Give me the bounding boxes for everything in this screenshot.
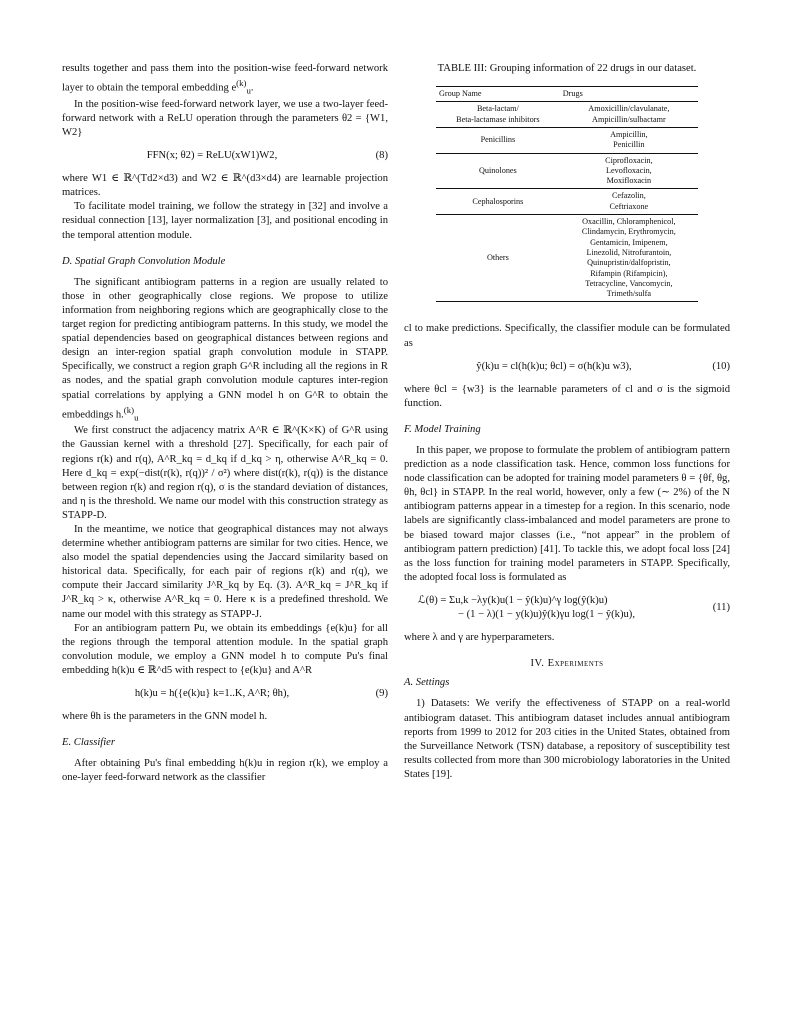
section-heading: D. Spatial Graph Convolution Module	[62, 255, 226, 267]
group-name-cell: Penicillins	[436, 127, 560, 153]
paragraph: We first construct the adjacency matrix A^R ∈ ℝ^(K×K) of G^R using the Gaussian kernel with a threshold [27]. Specifically, for each pair of regions r(k) and r(q), A^R_kq = d_kq if d_kq > η, otherwise A^R_kq = 0. Here d_kq = exp(−dist(r(k), r(q))² / σ²) where dist(r(k), r(q)) is the distance between region r(k) and region r(q), σ is the standard deviation of distances, and η is the threshold. We name our model with this construction strategy as STAPP-D.	[62, 425, 388, 521]
paragraph: In the meantime, we notice that geographical distances may not always determine whether antibiogram patterns are similar for two cities. Hence, we also model the spatial dependencies using the Jaccard similarity based on historical data. Specifically, for each pair of regions r(k) and r(q), we compute their Jaccard similarity J^R_kq by Eq. (3). A^R_kq = J^R_kq if J^R_kq > κ, otherwise A^R_kq = 0. Here κ is a predefined threshold. We name our model with this strategy as STAPP-J.	[62, 524, 388, 620]
equation-9: h(k)u = h({e(k)u} k=1..K, A^R; θh), (9)	[134, 688, 388, 700]
equation-8: FFN(x; θ2) = ReLU(xW1)W2, (8)	[146, 150, 388, 162]
drugs-cell: Ampicillin, Penicillin	[560, 127, 698, 153]
table-header: Group Name	[436, 87, 560, 102]
group-name-cell: Cephalosporins	[436, 189, 560, 215]
paragraph: In this paper, we propose to formulate the problem of antibiogram pattern prediction as a node classification task. Hence, common loss functions for node classification can be adopted for training model parameters θ = {θf, θg, θh, θcl} in STAPP. In the real world, however, only a few (∼ 2%) of the N antibiogram patterns appear in a timestep for a region. In this scenario, node labels are significantly class-imbalanced and model parameters are prone to be biased toward major classes (i.e., “not appear” in the problem of antibiogram pattern prediction) [41]. To tackle this, we adopt focal loss [24] as the loss function for training model parameters in STAPP. Specifically, the adopted focal loss is formulated as	[404, 445, 730, 583]
group-name-cell: Quinolones	[436, 153, 560, 189]
drugs-cell: Ciprofloxacin, Levofloxacin, Moxifloxacin	[560, 153, 698, 189]
table-row	[436, 153, 698, 189]
paragraph: where θcl = {w3} is the learnable parameters of cl and σ is the sigmoid function.	[404, 383, 730, 409]
paragraph: For an antibiogram pattern Pu, we obtain its embeddings {e(k)u} for all the regions through the temporal attention module. In the spatial graph convolution module, we employ a GNN model h to compute Pu's final embedding h(k)u ∈ ℝ^d5 with respect to {e(k)u} and A^R	[62, 622, 388, 676]
table-row	[436, 102, 698, 128]
group-name-cell: Beta-lactam/ Beta-lactamase inhibitors	[436, 102, 560, 128]
paragraph: The significant antibiogram patterns in a region are usually related to those in other geographically close regions. We propose to utilize information from neighboring regions which are geographically close to the target region for predicting antibiogram patterns. In this study, we model the spatial dependencies based on geographical distances between regions and design an inter-region spatial graph convolution module in STAPP. Specifically, we construct a region graph G^R including all the regions in R as nodes, and the spatial graph convolution module captures inter-region spatial correlations by applying a GNN model h on G^R to obtain the embeddings h.$^{(k)}_u$	[62, 276, 388, 423]
paragraph: results together and pass them into the position-wise feed-forward network layer to obtain the temporal embedding $e^{(k)}_u$.	[62, 63, 388, 96]
paragraph: cl to make predictions. Specifically, the classifier module can be formulated as	[404, 323, 730, 349]
equation-10: ŷ(k)u = cl(h(k)u; θcl) = σ(h(k)u w3), (10)	[476, 360, 730, 372]
paragraph: After obtaining Pu's final embedding h(k)u in region r(k), we employ a one-layer feed-forward network as the classifier	[62, 758, 388, 784]
paragraph: where λ and γ are hyperparameters.	[404, 632, 555, 644]
table-row	[436, 127, 698, 153]
drugs-cell: Amoxicillin/clavulanate, Ampicillin/sulbactamr	[560, 102, 698, 128]
section-heading: IV. Experiments	[530, 658, 604, 670]
table-row	[436, 189, 698, 215]
paragraph: In the position-wise feed-forward network layer, we use a two-layer feed-forward network with a ReLU operation through the parameters θ2 = {W1, W2}	[62, 98, 388, 139]
equation-11: ℒ(θ) = Σu,k −λy(k)u(1 − ŷ(k)u)^γ log(ŷ(k)u) − (1 − λ)(1 − y(k)u)ŷ(k)γu log(1 − ŷ(k)u), (11)	[418, 594, 730, 621]
subsection-heading: A. Settings	[404, 677, 450, 689]
table-row	[436, 215, 698, 302]
section-heading: E. Classifier	[62, 737, 115, 749]
paragraph: where W1 ∈ ℝ^(Td2×d3) and W2 ∈ ℝ^(d3×d4) are learnable projection matrices.	[62, 173, 388, 199]
drug-group-table	[436, 86, 698, 302]
table-header: Drugs	[560, 87, 698, 102]
group-name-cell: Others	[436, 215, 560, 302]
right-column	[404, 62, 730, 782]
paragraph: 1) Datasets: We verify the effectiveness of STAPP on a real-world antibiogram dataset. This antibiogram dataset includes annual antibiogram reports from 1999 to 2012 for 203 cities in the United States, obtained from the Surveillance Network (TSN) database, a repository of susceptibility test results collected from more than 300 microbiology laboratories in the United States [19].	[404, 698, 730, 780]
left-column	[62, 62, 388, 786]
drugs-cell: Cefazolin, Ceftriaxone	[560, 189, 698, 215]
paragraph: To facilitate model training, we follow the strategy in [32] and involve a residual connection [13], layer normalization [3], and positional encoding in the temporal attention module.	[62, 201, 388, 241]
section-heading: F. Model Training	[404, 423, 481, 435]
table-caption: TABLE III: Grouping information of 22 drugs in our dataset.	[437, 63, 697, 74]
paragraph: where θh is the parameters in the GNN model h.	[62, 711, 268, 723]
drugs-cell: Oxacillin, Chloramphenicol, Clindamycin, Erythromycin, Gentamicin, Imipenem, Linezolid, Nitrofurantoin, Quinupristin/dalfopristin, Rifampin (Rifampicin), Tetracycline, Vancomycin, Trimeth/sulfa	[560, 215, 698, 302]
